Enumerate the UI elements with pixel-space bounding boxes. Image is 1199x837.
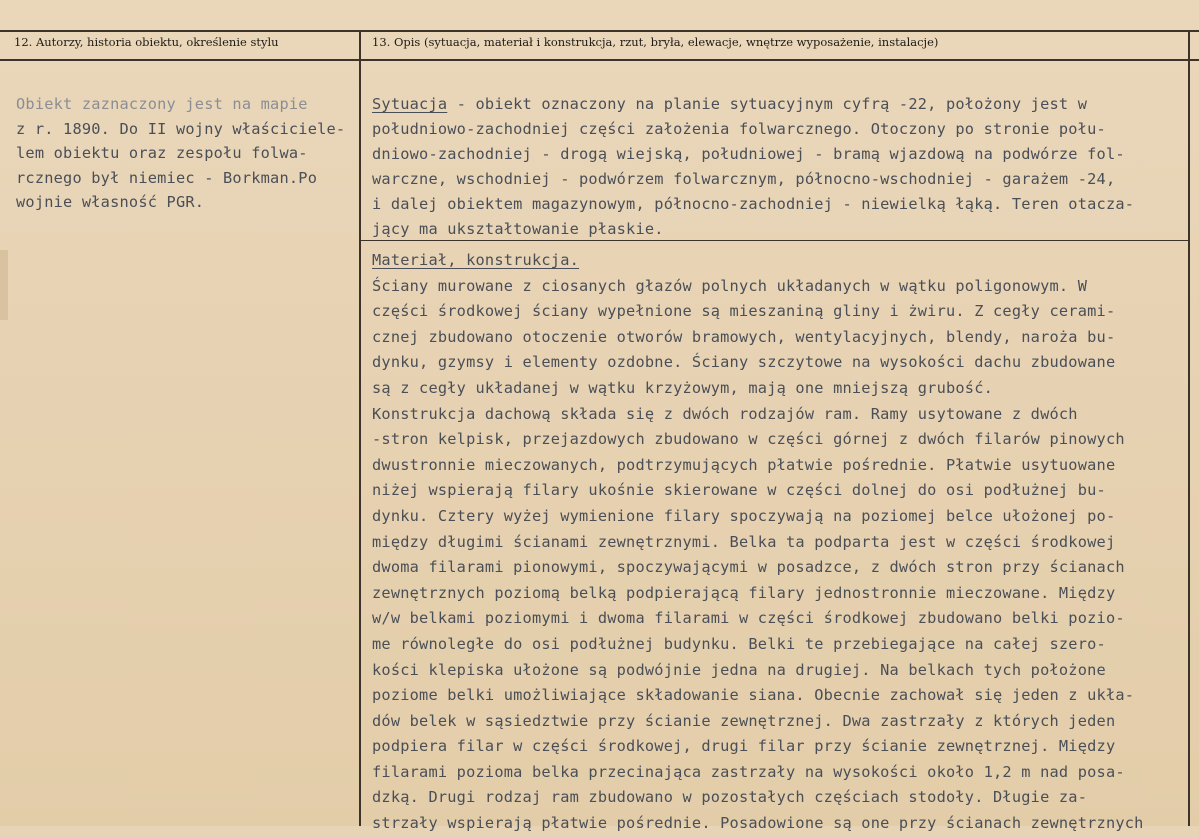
top-border — [0, 30, 1199, 32]
text-line: poziome belki umożliwiające składowanie siana. Obecnie zachował się jeden z ukła- — [372, 686, 1135, 705]
text-line: wojnie własność PGR. — [16, 193, 205, 211]
text-line: warczne, wschodniej - podwórzem folwarcznym, północno-wschodniej - garażem -24, — [372, 170, 1116, 188]
text-line: dwustronnie mieczowanych, podtrzymujących płatwie pośrednie. Płatwie usytuowane — [372, 455, 1116, 474]
paper-edge-shadow — [0, 250, 8, 320]
text-line: strzały wspierają płatwie pośrednie. Posadowione są one przy ścianach zewnętrznych — [372, 814, 1144, 833]
material-section — [372, 248, 1144, 837]
text-line: między długimi ścianami zewnętrznymi. Belka ta podparta jest w części środkowej — [372, 532, 1116, 551]
right-column-text — [372, 92, 1134, 242]
text-line: Konstrukcja dachową składa się z dwóch rodzajów ram. Ramy usytowane z dwóch — [372, 404, 1078, 423]
right-column-heading: 13. Opis (sytuacja, materiał i konstrukcja, rzut, bryła, elewacje, wnętrze wyposażenie, instalacje) — [372, 35, 939, 49]
text-line: Ściany murowane z ciosanych głazów polnych układanych w wątku poligonowym. W — [372, 276, 1088, 295]
text-line: w/w belkami poziomymi i dwoma filarami w części środkowej zbudowano belki pozio- — [372, 609, 1125, 628]
text-line: niżej wspierają filary ukośnie skierowane w części dolnej do osi podłużnej bu- — [372, 481, 1106, 500]
text-line: cznej zbudowano otoczenie otworów bramowych, wentylacyjnych, blendy, naroża bu- — [372, 327, 1116, 346]
text-line: rcznego był niemiec - Borkman.Po — [16, 168, 318, 187]
text-line: podpiera filar w części środkowej, drugi filar przy ścianie zewnętrznej. Między — [372, 737, 1116, 756]
situation-first-line — [372, 92, 1134, 117]
text-line: części środkowej ściany wypełnione są mieszaniną gliny i żwiru. Z cegły cerami- — [372, 302, 1116, 321]
text-line: dniowo-zachodniej - drogą wiejską, południowej - bramą wjazdową na podwórze fol- — [372, 145, 1125, 163]
text-line: dzką. Drugi rodzaj ram zbudowano w pozostałych częściach stodoły. Długie za- — [372, 788, 1088, 807]
text-line: -stron kelpisk, przejazdowych zbudowano w części górnej z dwóch filarów pinowych — [372, 430, 1125, 449]
text-line: dynku. Cztery wyżej wymienione filary spoczywają na poziomej belce ułożonej po- — [372, 506, 1116, 525]
text-line: są z cegły układanej w wątku krzyżowym, mają one mniejszą grubość. — [372, 378, 994, 397]
text-line: dynku, gzymsy i elementy ozdobne. Ściany szczytowe na wysokości dachu zbudowane — [372, 353, 1116, 372]
left-column-heading: 12. Autorzy, historia obiektu, określenie stylu — [14, 35, 279, 49]
text-line: zewnętrznych poziomą belką podpierającą filary jednostronnie mieczowane. Między — [372, 583, 1116, 602]
left-column-text — [16, 92, 345, 215]
material-title: Materiał, konstrukcja. — [372, 251, 580, 269]
text-line: dwoma filarami pionowymi, spoczywającymi w posadzce, z dwóch stron przy ścianach — [372, 558, 1125, 577]
text-line: Obiekt zaznaczony jest na mapie — [16, 95, 308, 113]
text-line: i dalej obiektem magazynowym, północno-zachodniej - niewielką łąką. Teren otacza- — [372, 195, 1135, 213]
text-line: południowo-zachodniej części założenia folwarcznego. Otoczony po stronie połu- — [372, 120, 1106, 138]
text-line: z r. 1890. Do II wojny właściciele- — [16, 119, 346, 138]
situation-title: Sytuacja — [372, 95, 448, 113]
text-line: filarami pozioma belka przecinająca zastrzały na wysokości około 1,2 m nad posa- — [372, 762, 1125, 781]
text-line: me równoległe do osi podłużnej budynku. Belki te przebiegające na całej szero- — [372, 634, 1106, 653]
text-line: jący ma ukształtowanie płaskie. — [372, 220, 664, 238]
text-line: lem obiektu oraz zespołu folwa- — [16, 144, 308, 162]
text-line: dów belek w sąsiedztwie przy ścianie zewnętrznej. Dwa zastrzały z których jeden — [372, 711, 1116, 730]
column-divider — [359, 30, 361, 826]
header-divider — [0, 59, 1199, 61]
right-divider — [1188, 30, 1190, 826]
text-line: kości klepiska ułożone są podwójnie jedna na drugiej. Na belkach tych położone — [372, 660, 1106, 679]
text-fragment: - obiekt oznaczony na planie sytuacyjnym cyfrą -22, położony jest w — [447, 95, 1088, 113]
